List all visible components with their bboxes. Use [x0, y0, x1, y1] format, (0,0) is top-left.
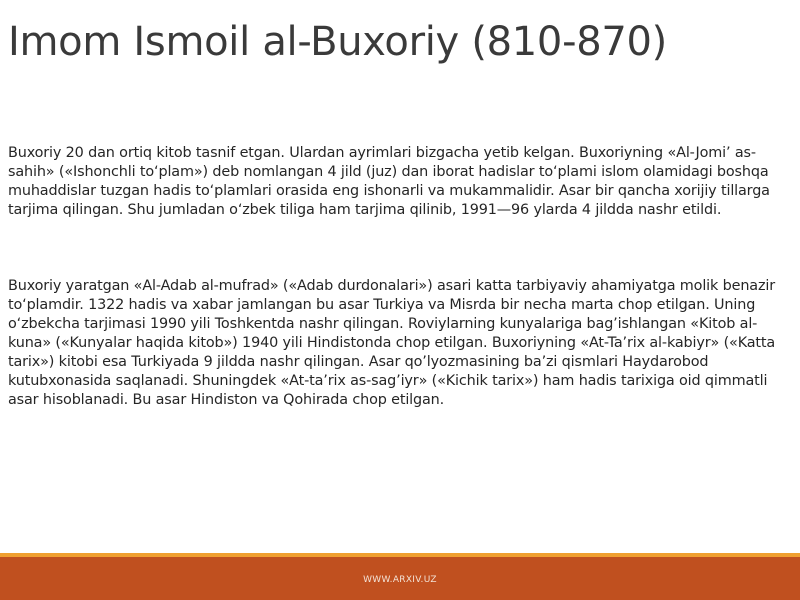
footer-website-link[interactable]: WWW.ARXIV.UZ: [363, 575, 437, 585]
body-paragraph-2: Buxoriy yaratgan «Al-Adab al-mufrad» («Adab durdonalari») asari katta tarbiyaviy ahamiyatga molik benazir to‘plamdir. 1322 hadis va xabar jamlangan bu asar Turkiya va Misrda bir necha marta chop etilgan. Uning o‘zbekcha tarjimasi 1990 yili Toshkentda nashr qilingan. Roviylarning kunyalariga bag’ishlangan «Kitob al-kuna» («Kunyalar haqida kitob») 1940 yili Hindistonda chop etilgan. Buxoriyning «At-Ta’rix al-kabiyr» («Katta tarix») kitobi esa Turkiyada 9 jildda nashr qilingan. Asar qo’lyozmasining ba’zi qismlari Haydarobod kutubxonasida saqlanadi. Shuningdek «At-ta’rix as-sag’iyr» («Kichik tarix») ham hadis tarixiga oid qimmatli asar hisoblanadi. Bu asar Hindiston va Qohirada chop etilgan.: [8, 278, 776, 408]
footer-bar: [0, 557, 800, 600]
body-paragraph-1: Buxoriy 20 dan ortiq kitob tasnif etgan. Ulardan ayrimlari bizgacha yetib kelgan. Buxoriyning «Al-Jomi’ as-sahih» («Ishonchli to‘plam») deb nomlangan 4 jild (juz) dan iborat hadislar to‘plami islom olamidagi boshqa muhaddislar tuzgan hadis to‘plamlari orasida eng ishonarli va mukammalidir. Asar bir qancha xorijiy tillarga tarjima qilingan. Shu jumladan o‘zbek tiliga ham tarjima qilinib, 1991—96 ylarda 4 jildda nashr etildi.: [8, 145, 770, 218]
slide-body: [8, 144, 778, 410]
slide-title: Imom Ismoil al-Buxoriy (810-870): [8, 19, 667, 65]
